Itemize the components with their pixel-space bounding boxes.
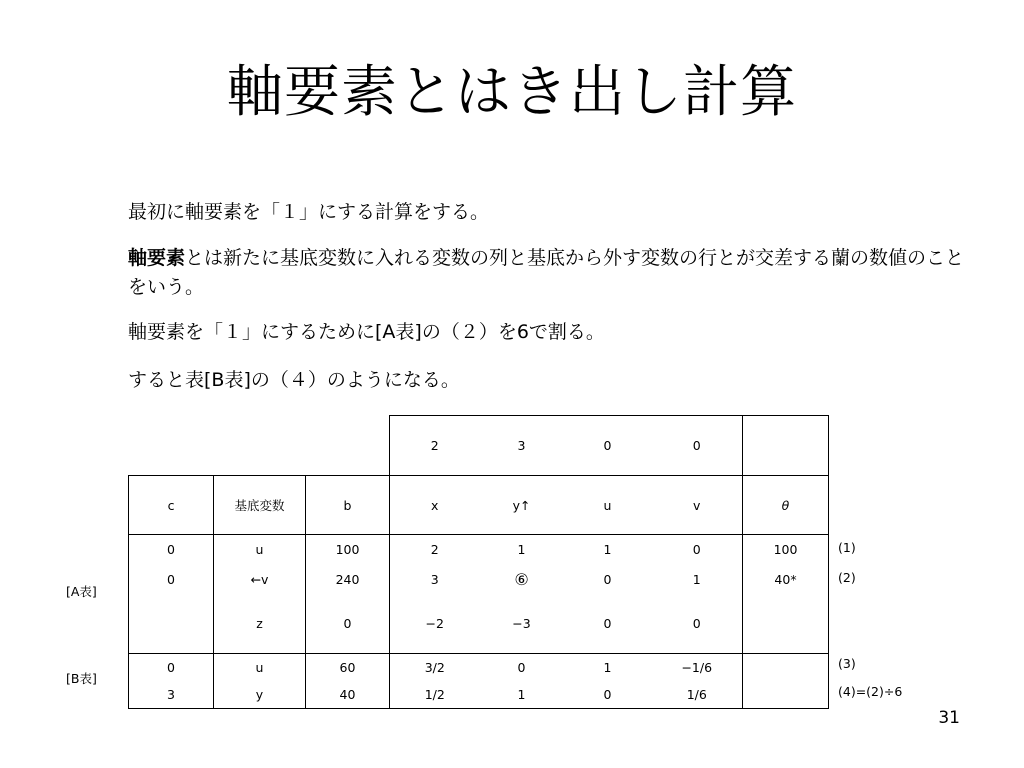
table-row: 0 u 60 3/2 0 1 −1/6: [129, 654, 829, 681]
header-c: c: [129, 476, 214, 535]
pivot-element: ⑥: [514, 570, 529, 589]
header-basis: 基底変数: [214, 476, 306, 535]
note-2: (2): [838, 570, 856, 585]
paragraph-4: すると表[B表]の（４）のようになる。: [128, 369, 460, 391]
table-row: 3 y 40 1/2 1 0 1/6: [129, 681, 829, 709]
note-4: (4)=(2)÷6: [838, 684, 903, 699]
header-u: u: [603, 497, 612, 513]
cost-row: [129, 416, 829, 476]
cost-u: 0: [564, 416, 652, 476]
paragraph-3: 軸要素を「１」にするために[A表]の（２）を6で割る。: [128, 321, 605, 343]
header-theta: θ: [743, 476, 829, 535]
table-row: 0 ←v 240 3 ⑥ 0 1 40*: [129, 565, 829, 595]
note-1: (1): [838, 540, 856, 555]
header-v: v: [693, 497, 701, 513]
bold-term: 軸要素: [128, 247, 186, 269]
paragraph-1: 最初に軸要素を「１」にする計算をする。: [128, 201, 490, 223]
objective-row: z 0 −2 −3 0 0: [129, 595, 829, 654]
slide-title: 軸要素とはき出し計算: [227, 60, 797, 125]
header-row: [129, 476, 829, 535]
simplex-table: [128, 415, 829, 709]
paragraph-2-text: とは新たに基底変数に入れる変数の列と基底から外す変数の行とが交差する蘭の数値のことをいう。: [128, 247, 965, 298]
a-table-label: [A表]: [66, 584, 97, 599]
cost-x: 2: [390, 416, 480, 476]
header-y: y↑: [512, 497, 531, 513]
b-table-label: [B表]: [66, 671, 97, 686]
cost-y: 3: [480, 416, 564, 476]
paragraph-2: [128, 244, 978, 302]
header-b: b: [306, 476, 390, 535]
table-row: 0 u 100 2 1 1 0 100: [129, 535, 829, 565]
cost-v: 0: [652, 416, 743, 476]
note-3: (3): [838, 656, 856, 671]
header-x: x: [431, 497, 439, 513]
page-number: 31: [938, 708, 960, 728]
